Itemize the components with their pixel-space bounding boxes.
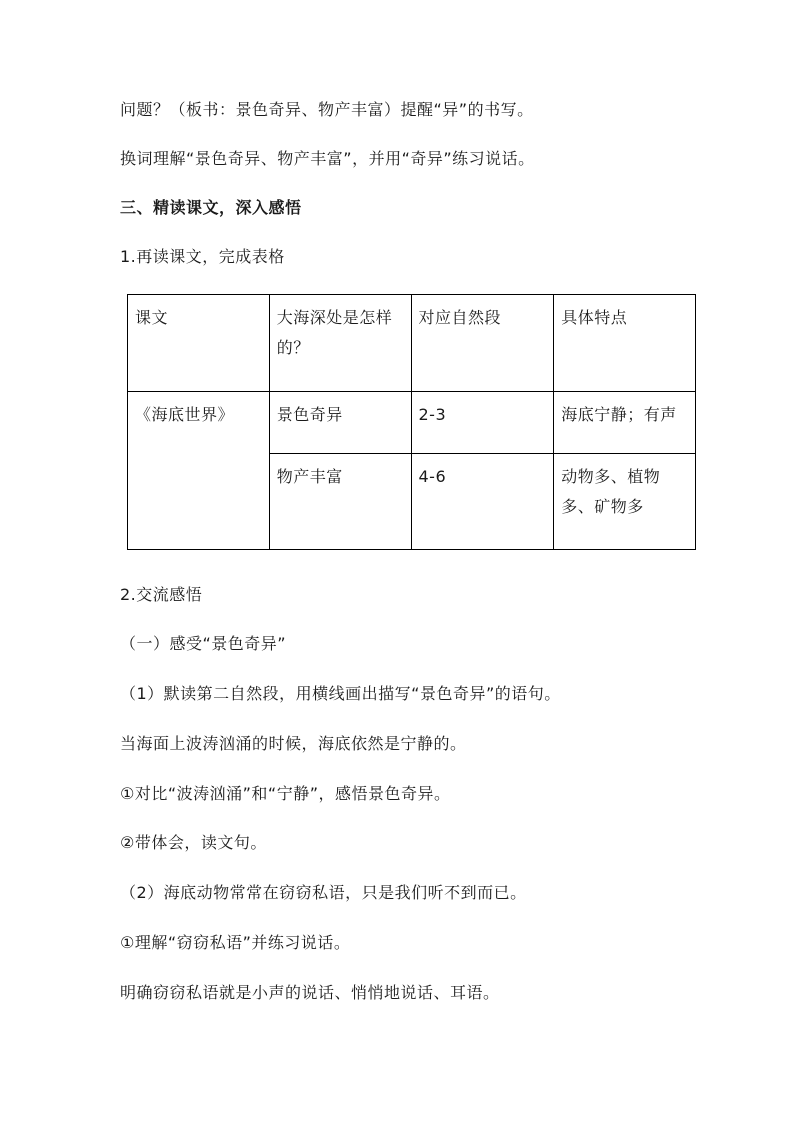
lesson-table [127,294,696,550]
table-header-cell: 对应自然段 [411,295,554,392]
step-1-title: 1.再读课文，完成表格 [120,247,285,266]
table-header-row [128,295,696,392]
question-2: （2）海底动物常常在窃窃私语，只是我们听不到而已。 [120,883,527,902]
paragraph-word-exercise: 换词理解“景色奇异、物产丰富”，并用“奇异”练习说话。 [120,149,535,168]
question-1: （1）默读第二自然段，用横线画出描写“景色奇异”的语句。 [120,684,561,703]
table-header-cell: 具体特点 [554,295,696,392]
step-2-title: 2.交流感悟 [120,585,203,604]
clarification-text: 明确窃窃私语就是小声的说话、悄悄地说话、耳语。 [120,983,500,1002]
table-cell-aspect: 景色奇异 [269,392,411,454]
table-cell-feature: 动物多、植物多、矿物多 [554,454,696,550]
section-heading: 三、精读课文，深入感悟 [120,198,302,217]
table-header-cell: 大海深处是怎样的？ [269,295,411,392]
table-cell-paragraphs: 4-6 [411,454,554,550]
subsection-title: （一）感受“景色奇异” [120,634,287,653]
lesson-title-cell: 《海底世界》 [128,392,270,550]
table-header-cell: 课文 [128,295,270,392]
activity-compare: ①对比“波涛汹涌”和“宁静”，感悟景色奇异。 [120,784,451,803]
table-row [128,392,696,454]
table-cell-feature: 海底宁静；有声 [554,392,696,454]
table-cell-paragraphs: 2-3 [411,392,554,454]
table-cell-aspect: 物产丰富 [269,454,411,550]
paragraph-question: 问题？（板书：景色奇异、物产丰富）提醒“异”的书写。 [120,100,534,119]
quoted-sentence: 当海面上波涛汹涌的时候，海底依然是宁静的。 [120,734,467,753]
activity-read: ②带体会，读文句。 [120,833,267,852]
activity-understand: ①理解“窃窃私语”并练习说话。 [120,933,351,952]
